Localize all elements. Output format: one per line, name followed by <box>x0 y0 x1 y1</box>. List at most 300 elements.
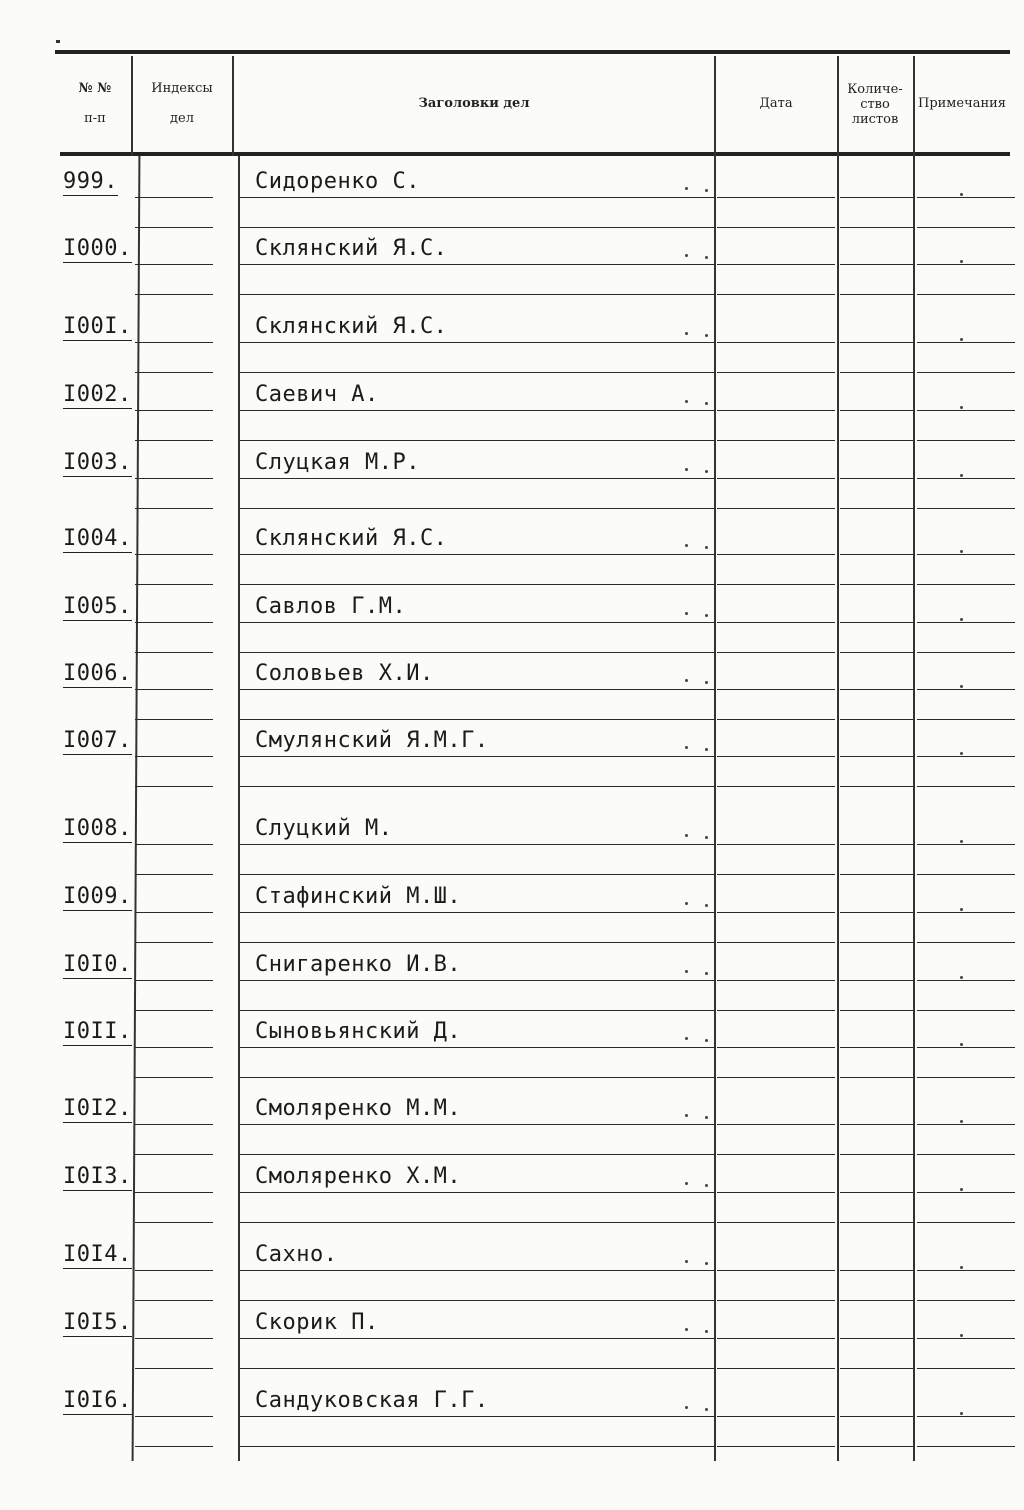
ruled-line <box>240 1077 715 1078</box>
speck <box>685 1328 688 1331</box>
ruled-line <box>717 756 835 757</box>
ruled-line <box>917 1416 1015 1417</box>
entry-number: I00I. <box>63 314 132 339</box>
header-index <box>134 56 230 152</box>
entry-title: Слуцкий М. <box>255 816 393 841</box>
ruled-line <box>135 440 213 441</box>
ruled-line <box>717 1222 835 1223</box>
header-number-line2: п-п <box>84 111 106 126</box>
speck <box>705 1184 708 1187</box>
ruled-line <box>240 756 715 757</box>
ruled-line <box>135 942 213 943</box>
ruled-line <box>840 1010 913 1011</box>
speck <box>960 550 963 553</box>
entry-number: 999. <box>63 169 118 194</box>
ruled-line <box>240 294 715 295</box>
ruled-line <box>840 410 913 411</box>
list-item <box>55 1384 1015 1454</box>
ruled-line <box>135 1222 213 1223</box>
ruled-line <box>240 478 715 479</box>
ruled-line <box>840 719 913 720</box>
ruled-line <box>840 508 913 509</box>
speck <box>960 260 963 263</box>
ruled-line <box>917 478 1015 479</box>
speck <box>705 189 708 192</box>
speck <box>960 1266 963 1269</box>
header-number-line1: № № <box>78 81 112 96</box>
ruled-line <box>917 756 1015 757</box>
entry-number: I007. <box>63 728 132 753</box>
ruled-line <box>717 652 835 653</box>
ruled-line <box>917 1300 1015 1301</box>
ruled-line <box>917 874 1015 875</box>
header-top-rule <box>55 50 1010 54</box>
ruled-line <box>917 554 1015 555</box>
speck <box>960 193 963 196</box>
ruled-line <box>135 342 213 343</box>
ruled-line <box>917 844 1015 845</box>
entry-title: Сидоренко С. <box>255 169 420 194</box>
header-index-line1: Индексы <box>151 81 213 96</box>
ruled-line <box>840 1124 913 1125</box>
ruled-line <box>840 1222 913 1223</box>
ruled-line <box>135 980 213 981</box>
speck <box>705 1116 708 1119</box>
ruled-line <box>717 1300 835 1301</box>
ruled-line <box>135 1338 213 1339</box>
ruled-line <box>135 622 213 623</box>
speck <box>685 834 688 837</box>
speck <box>705 470 708 473</box>
speck <box>685 1406 688 1409</box>
ruled-line <box>717 440 835 441</box>
list-item <box>55 1015 1015 1085</box>
ruled-line <box>135 1368 213 1369</box>
ruled-line <box>135 197 213 198</box>
speck <box>705 1408 708 1411</box>
header-date <box>716 56 836 152</box>
entry-title: Снигаренко И.В. <box>255 952 462 977</box>
ruled-line <box>240 1300 715 1301</box>
entry-title: Саевич А. <box>255 382 379 407</box>
ruled-line <box>240 1338 715 1339</box>
ruled-line <box>240 689 715 690</box>
ruled-line <box>240 844 715 845</box>
ruled-line <box>840 342 913 343</box>
entry-title: Скорик П. <box>255 1310 379 1335</box>
ruled-line <box>240 1047 715 1048</box>
ruled-line <box>917 372 1015 373</box>
ruled-line <box>840 912 913 913</box>
speck <box>685 400 688 403</box>
entry-title: Слуцкая М.Р. <box>255 450 420 475</box>
ruled-line <box>917 1154 1015 1155</box>
ruled-line <box>240 1270 715 1271</box>
ruled-line <box>135 478 213 479</box>
speck <box>960 406 963 409</box>
speck <box>705 402 708 405</box>
ruled-line <box>917 786 1015 787</box>
ruled-line <box>240 942 715 943</box>
ruled-line <box>917 622 1015 623</box>
list-item <box>55 1238 1015 1308</box>
header-title-text: Заголовки дел <box>418 96 530 111</box>
entry-number: I008. <box>63 816 132 841</box>
ruled-line <box>240 197 715 198</box>
speck <box>705 1262 708 1265</box>
ruled-line <box>717 508 835 509</box>
ruled-line <box>717 1124 835 1125</box>
ruled-line <box>840 1154 913 1155</box>
header-count <box>838 56 912 152</box>
entry-title: Сахно. <box>255 1242 338 1267</box>
ruled-line <box>917 719 1015 720</box>
ruled-line <box>135 912 213 913</box>
ruled-line <box>840 584 913 585</box>
header-count-line2: ство <box>860 96 890 112</box>
ruled-line <box>135 1154 213 1155</box>
speck <box>685 187 688 190</box>
speck <box>705 972 708 975</box>
list-item <box>55 1160 1015 1230</box>
speck <box>685 902 688 905</box>
ruled-line <box>240 1222 715 1223</box>
ruled-line <box>840 1446 913 1447</box>
ruled-line <box>240 410 715 411</box>
header-index-line2: дел <box>170 111 194 126</box>
ruled-line <box>917 294 1015 295</box>
ruled-line <box>135 227 213 228</box>
speck <box>960 1120 963 1123</box>
speck <box>960 976 963 979</box>
ruled-line <box>240 1368 715 1369</box>
speck <box>705 256 708 259</box>
ruled-line <box>717 689 835 690</box>
header-number <box>58 56 132 152</box>
ruled-line <box>717 1338 835 1339</box>
speck <box>685 612 688 615</box>
ruled-line <box>840 1270 913 1271</box>
ruled-line <box>717 1416 835 1417</box>
ruled-line <box>240 912 715 913</box>
ruled-line <box>917 1124 1015 1125</box>
ruled-line <box>840 652 913 653</box>
speck <box>960 1412 963 1415</box>
speck <box>705 546 708 549</box>
speck <box>960 908 963 911</box>
entry-number: I005. <box>63 594 132 619</box>
header-title <box>234 56 714 152</box>
ruled-line <box>917 1077 1015 1078</box>
ruled-line <box>717 1154 835 1155</box>
ruled-line <box>135 1416 213 1417</box>
entry-title: Склянский Я.С. <box>255 314 448 339</box>
speck <box>705 1039 708 1042</box>
ruled-line <box>717 719 835 720</box>
ruled-line <box>135 1077 213 1078</box>
ruled-line <box>917 1368 1015 1369</box>
ruled-line <box>240 786 715 787</box>
speck <box>960 752 963 755</box>
ruled-line <box>135 1124 213 1125</box>
ruled-line <box>840 294 913 295</box>
header-count-line1: Количе- <box>847 81 903 97</box>
list-item <box>55 657 1015 727</box>
entry-number: I0I2. <box>63 1096 132 1121</box>
ruled-line <box>840 980 913 981</box>
ruled-line <box>840 1300 913 1301</box>
speck <box>685 254 688 257</box>
ruled-line <box>917 197 1015 198</box>
list-item <box>55 1092 1015 1162</box>
speck <box>705 836 708 839</box>
ruled-line <box>840 874 913 875</box>
list-item <box>55 1306 1015 1376</box>
column-line <box>131 56 133 156</box>
header-count-line3: листов <box>851 111 899 127</box>
ruled-line <box>240 652 715 653</box>
speck <box>705 1330 708 1333</box>
ruled-line <box>240 372 715 373</box>
ruled-line <box>717 410 835 411</box>
margin-mark <box>56 40 60 43</box>
ruled-line <box>717 1010 835 1011</box>
ruled-line <box>240 508 715 509</box>
speck <box>685 1114 688 1117</box>
speck <box>960 338 963 341</box>
speck <box>960 1043 963 1046</box>
ruled-line <box>717 1077 835 1078</box>
ruled-line <box>135 1300 213 1301</box>
ruled-line <box>917 652 1015 653</box>
ruled-line <box>135 1047 213 1048</box>
entry-title: Стафинский М.Ш. <box>255 884 462 909</box>
ruled-line <box>240 1416 715 1417</box>
ruled-line <box>135 1446 213 1447</box>
ruled-line <box>840 1047 913 1048</box>
ruled-line <box>917 410 1015 411</box>
speck <box>685 468 688 471</box>
entry-number: I0I3. <box>63 1164 132 1189</box>
ruled-line <box>240 1124 715 1125</box>
list-item <box>55 724 1015 794</box>
ruled-line <box>717 912 835 913</box>
ruled-line <box>917 227 1015 228</box>
ruled-line <box>917 1222 1015 1223</box>
ruled-line <box>135 554 213 555</box>
list-item <box>55 232 1015 302</box>
entry-number: I006. <box>63 661 132 686</box>
ruled-line <box>717 584 835 585</box>
ruled-line <box>840 1077 913 1078</box>
ruled-line <box>717 264 835 265</box>
ruled-line <box>240 342 715 343</box>
ruled-line <box>840 1416 913 1417</box>
entry-number: I0I0. <box>63 952 132 977</box>
entry-number: I0I5. <box>63 1310 132 1335</box>
ruled-line <box>135 689 213 690</box>
speck <box>960 685 963 688</box>
ruled-line <box>135 584 213 585</box>
ruled-line <box>840 227 913 228</box>
list-item <box>55 446 1015 516</box>
entry-title: Соловьев Х.И. <box>255 661 434 686</box>
ruled-line <box>717 942 835 943</box>
ruled-line <box>840 786 913 787</box>
ruled-line <box>840 478 913 479</box>
header-date-text: Дата <box>759 96 793 111</box>
entry-number: I002. <box>63 382 132 407</box>
ruled-line <box>917 1446 1015 1447</box>
entry-title: Склянский Я.С. <box>255 236 448 261</box>
entry-title: Смоляренко М.М. <box>255 1096 462 1121</box>
ruled-line <box>840 1368 913 1369</box>
ruled-line <box>135 844 213 845</box>
list-item <box>55 310 1015 380</box>
speck <box>705 904 708 907</box>
ruled-line <box>717 197 835 198</box>
ruled-line <box>240 1010 715 1011</box>
ruled-line <box>717 844 835 845</box>
ruled-line <box>917 1338 1015 1339</box>
list-item <box>55 522 1015 592</box>
ruled-line <box>917 508 1015 509</box>
entry-number: I0I6. <box>63 1388 132 1413</box>
ruled-line <box>717 786 835 787</box>
ruled-line <box>135 1270 213 1271</box>
entry-title: Сандуковская Г.Г. <box>255 1388 489 1413</box>
ruled-line <box>240 1446 715 1447</box>
ruled-line <box>717 874 835 875</box>
ruled-line <box>917 440 1015 441</box>
list-item <box>55 812 1015 882</box>
ruled-line <box>917 1270 1015 1271</box>
ruled-line <box>917 1047 1015 1048</box>
ruled-line <box>840 264 913 265</box>
speck <box>685 746 688 749</box>
entry-number: I003. <box>63 450 132 475</box>
speck <box>685 544 688 547</box>
ruled-line <box>917 980 1015 981</box>
ruled-line <box>717 227 835 228</box>
speck <box>960 840 963 843</box>
ruled-line <box>840 440 913 441</box>
entry-title: Смулянский Я.М.Г. <box>255 728 489 753</box>
entry-title: Смоляренко Х.М. <box>255 1164 462 1189</box>
ruled-line <box>240 264 715 265</box>
entry-title: Сыновьянский Д. <box>255 1019 462 1044</box>
list-item <box>55 378 1015 448</box>
ruled-line <box>240 227 715 228</box>
ruled-line <box>240 1192 715 1193</box>
ruled-line <box>717 1192 835 1193</box>
speck <box>705 681 708 684</box>
speck <box>705 748 708 751</box>
ruled-line <box>840 756 913 757</box>
entry-number: I0I4. <box>63 1242 132 1267</box>
header-notes <box>914 56 1010 152</box>
ruled-line <box>840 372 913 373</box>
ruled-line <box>840 554 913 555</box>
ruled-line <box>717 622 835 623</box>
ruled-line <box>717 372 835 373</box>
list-item <box>55 590 1015 660</box>
speck <box>960 1334 963 1337</box>
ruled-line <box>917 342 1015 343</box>
ruled-line <box>917 264 1015 265</box>
speck <box>960 618 963 621</box>
ruled-line <box>717 980 835 981</box>
ruled-line <box>135 264 213 265</box>
entry-title: Савлов Г.М. <box>255 594 407 619</box>
speck <box>705 334 708 337</box>
ruled-line <box>917 942 1015 943</box>
list-item <box>55 165 1015 235</box>
speck <box>685 332 688 335</box>
ruled-line <box>917 1192 1015 1193</box>
ruled-line <box>917 584 1015 585</box>
ruled-line <box>717 1047 835 1048</box>
ruled-line <box>240 584 715 585</box>
entry-number: I0II. <box>63 1019 132 1044</box>
speck <box>960 1188 963 1191</box>
list-item <box>55 880 1015 950</box>
ruled-line <box>717 1368 835 1369</box>
ruled-line <box>240 874 715 875</box>
ruled-line <box>717 478 835 479</box>
ruled-line <box>840 1192 913 1193</box>
ruled-line <box>717 554 835 555</box>
ruled-line <box>135 294 213 295</box>
ruled-line <box>240 440 715 441</box>
ruled-line <box>135 410 213 411</box>
ruled-line <box>135 756 213 757</box>
entry-number: I000. <box>63 236 132 261</box>
ruled-line <box>135 786 213 787</box>
ruled-line <box>135 874 213 875</box>
ruled-line <box>840 1338 913 1339</box>
speck <box>685 1182 688 1185</box>
entry-number: I004. <box>63 526 132 551</box>
ruled-line <box>717 342 835 343</box>
ruled-line <box>840 942 913 943</box>
ruled-line <box>840 689 913 690</box>
ruled-line <box>240 980 715 981</box>
ruled-line <box>135 719 213 720</box>
ruled-line <box>135 652 213 653</box>
ruled-line <box>240 719 715 720</box>
entry-number: I009. <box>63 884 132 909</box>
speck <box>960 474 963 477</box>
ruled-line <box>240 554 715 555</box>
ruled-line <box>135 1192 213 1193</box>
ruled-line <box>135 372 213 373</box>
ruled-line <box>917 689 1015 690</box>
ruled-line <box>135 1010 213 1011</box>
header-bottom-rule <box>60 152 1010 156</box>
ruled-line <box>717 1446 835 1447</box>
speck <box>685 1037 688 1040</box>
ruled-line <box>917 1010 1015 1011</box>
ruled-line <box>840 197 913 198</box>
ruled-line <box>240 622 715 623</box>
column-line <box>232 56 234 156</box>
ruled-line <box>840 622 913 623</box>
ruled-line <box>135 508 213 509</box>
ruled-line <box>240 1154 715 1155</box>
speck <box>685 970 688 973</box>
entry-title: Склянский Я.С. <box>255 526 448 551</box>
